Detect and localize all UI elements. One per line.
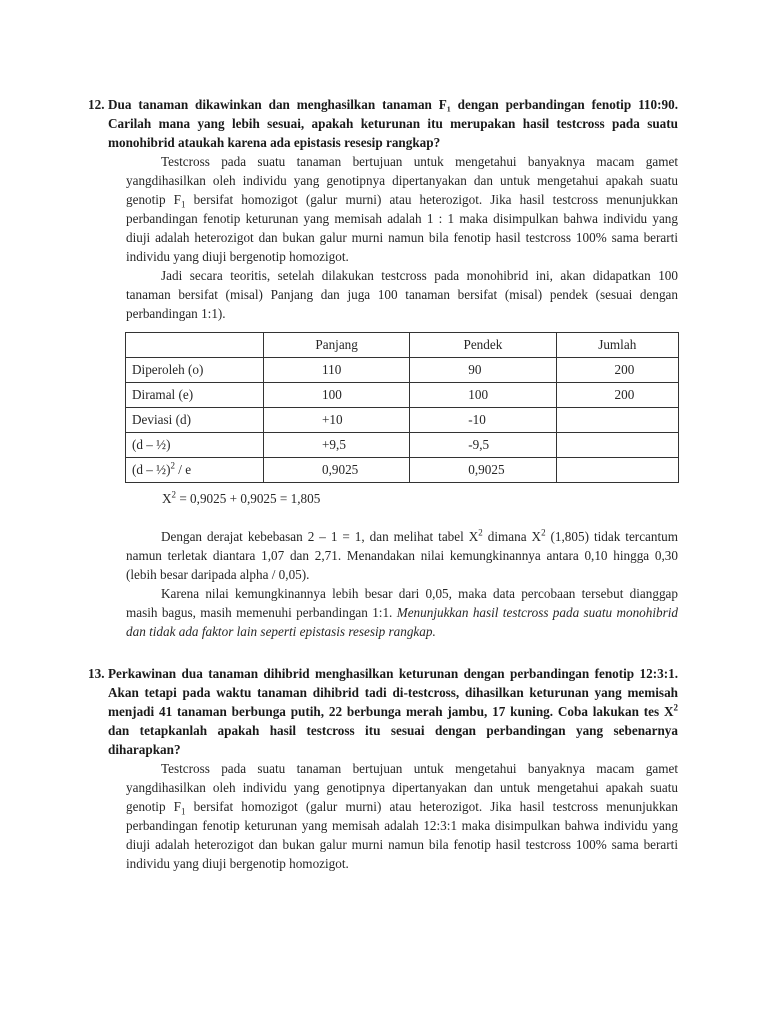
table-cell: 0,9025 bbox=[410, 458, 556, 483]
table-cell: 100 bbox=[264, 383, 410, 408]
table-cell: 90 bbox=[410, 358, 556, 383]
table-header-cell: Pendek bbox=[410, 333, 556, 358]
chi-square-result: $X^2 = 0,9025 + 0,9025 = 1,805$ bbox=[162, 489, 321, 506]
answer-paragraph-3: Dengan derajat kebebasan 2 – 1 = 1, dan melihat tabel $X^2$ dimana $X^2$ (1,805) tidak tercantum namun terletak diantara 1,07 dan 2,71. Menandakan nilai kemungkinannya antara 0,10 hingga 0,30 (lebih besar daripada alpha / 0,05). bbox=[126, 527, 679, 582]
table-cell: Diperoleh (o) bbox=[126, 358, 264, 383]
table-row bbox=[126, 458, 679, 483]
chi-square-table bbox=[125, 332, 679, 483]
question-number: 13. bbox=[88, 666, 105, 681]
table-header-cell bbox=[126, 333, 264, 358]
question-12-conclusion bbox=[88, 527, 678, 641]
table-cell: 100 bbox=[410, 383, 556, 408]
table-row bbox=[126, 433, 679, 458]
table-cell: Deviasi (d) bbox=[126, 408, 264, 433]
table-cell: 0,9025 bbox=[264, 458, 410, 483]
table-header-cell: Jumlah bbox=[556, 333, 678, 358]
table-cell bbox=[556, 433, 678, 458]
table-row bbox=[126, 408, 679, 433]
question-text: Perkawinan dua tanaman dihibrid menghasilkan keturunan dengan perbandingan fenotip 12:3:1. Akan tetapi pada waktu tanaman dihibrid tadi di-testcross, dihasilkan keturunan yang memisah menjadi 41 tanaman berbunga putih, 22 berbunga merah jambu, 17 kuning. Coba lakukan tes $X^2$ dan tetapkanlah apakah hasil testcross itu sesuai dengan perbandingan yang sebenarnya diharapkan? bbox=[108, 666, 678, 757]
table-cell: +9,5 bbox=[264, 433, 410, 458]
question-number: 12. bbox=[88, 97, 105, 112]
table-cell bbox=[556, 408, 678, 433]
table-cell: 200 bbox=[556, 383, 678, 408]
question-12-heading bbox=[88, 95, 678, 152]
table-header-row bbox=[126, 333, 679, 358]
table-cell: (d – ½)$^2$ / e bbox=[126, 458, 264, 483]
table-cell: Diramal (e) bbox=[126, 383, 264, 408]
answer-paragraph-1: Testcross pada suatu tanaman bertujuan untuk mengetahui banyaknya macam gamet yangdihasilkan oleh individu yang genotipnya dipertanyakan dan untuk mengetahui apakah suatu genotip $F_1$ bersifat homozigot (galur murni) atau heterozigot. Jika hasil testcross menunjukkan perbandingan fenotip keturunan yang memisah adalah 12:3:1 maka disimpulkan bahwa individu yang diuji adalah heterozigot dan bukan galur murni namun bila fenotip hasil testcross 100% sama berarti individu yang diuji bergenotip homozigot. bbox=[126, 761, 678, 871]
answer-paragraph-1: Testcross pada suatu tanaman bertujuan untuk mengetahui banyaknya macam gamet yangdihasilkan oleh individu yang genotipnya dipertanyakan dan untuk mengetahui apakah suatu genotip $F_1$ bersifat homozigot (galur murni) atau heterozigot. Jika hasil testcross menunjukkan perbandingan fenotip keturunan yang memisah adalah 1 : 1 maka disimpulkan bahwa individu yang diuji adalah heterozigot dan bukan galur murni namun bila fenotip hasil testcross 100% sama berarti individu yang diuji bergenotip homozigot. bbox=[126, 154, 678, 264]
question-13 bbox=[88, 664, 678, 873]
table-cell: 110 bbox=[264, 358, 410, 383]
table-cell: +10 bbox=[264, 408, 410, 433]
table-cell: -9,5 bbox=[410, 433, 556, 458]
table-row bbox=[126, 358, 679, 383]
table-row bbox=[126, 383, 679, 408]
table-cell: 200 bbox=[556, 358, 678, 383]
question-text: Dua tanaman dikawinkan dan menghasilkan tanaman F₁ dengan perbandingan fenotip 110:90. Carilah mana yang lebih sesuai, apakah keturunan itu merupakan hasil testcross pada suatu monohibrid ataukah karena ada epistasis resesip rangkap? bbox=[108, 97, 678, 150]
table-cell: (d – ½) bbox=[126, 433, 264, 458]
answer-paragraph-4: Karena nilai kemungkinannya lebih besar dari 0,05, maka data percobaan tersebut dianggap masih bagus, masih memenuhi perbandingan 1:1. Menunjukkan hasil testcross pada suatu monohibrid dan tidak ada faktor lain seperti epistasis resesip rangkap. bbox=[126, 586, 678, 639]
question-13-heading bbox=[88, 664, 678, 759]
answer-paragraph-2: Jadi secara teoritis, setelah dilakukan testcross pada monohibrid ini, akan didapatkan 100 tanaman bersifat (misal) Panjang dan juga 100 tanaman bersifat (misal) pendek (sesuai dengan perbandingan 1:1). bbox=[126, 268, 678, 321]
table-cell: -10 bbox=[410, 408, 556, 433]
table-cell bbox=[556, 458, 678, 483]
table-header-cell: Panjang bbox=[264, 333, 410, 358]
question-12 bbox=[88, 95, 678, 323]
